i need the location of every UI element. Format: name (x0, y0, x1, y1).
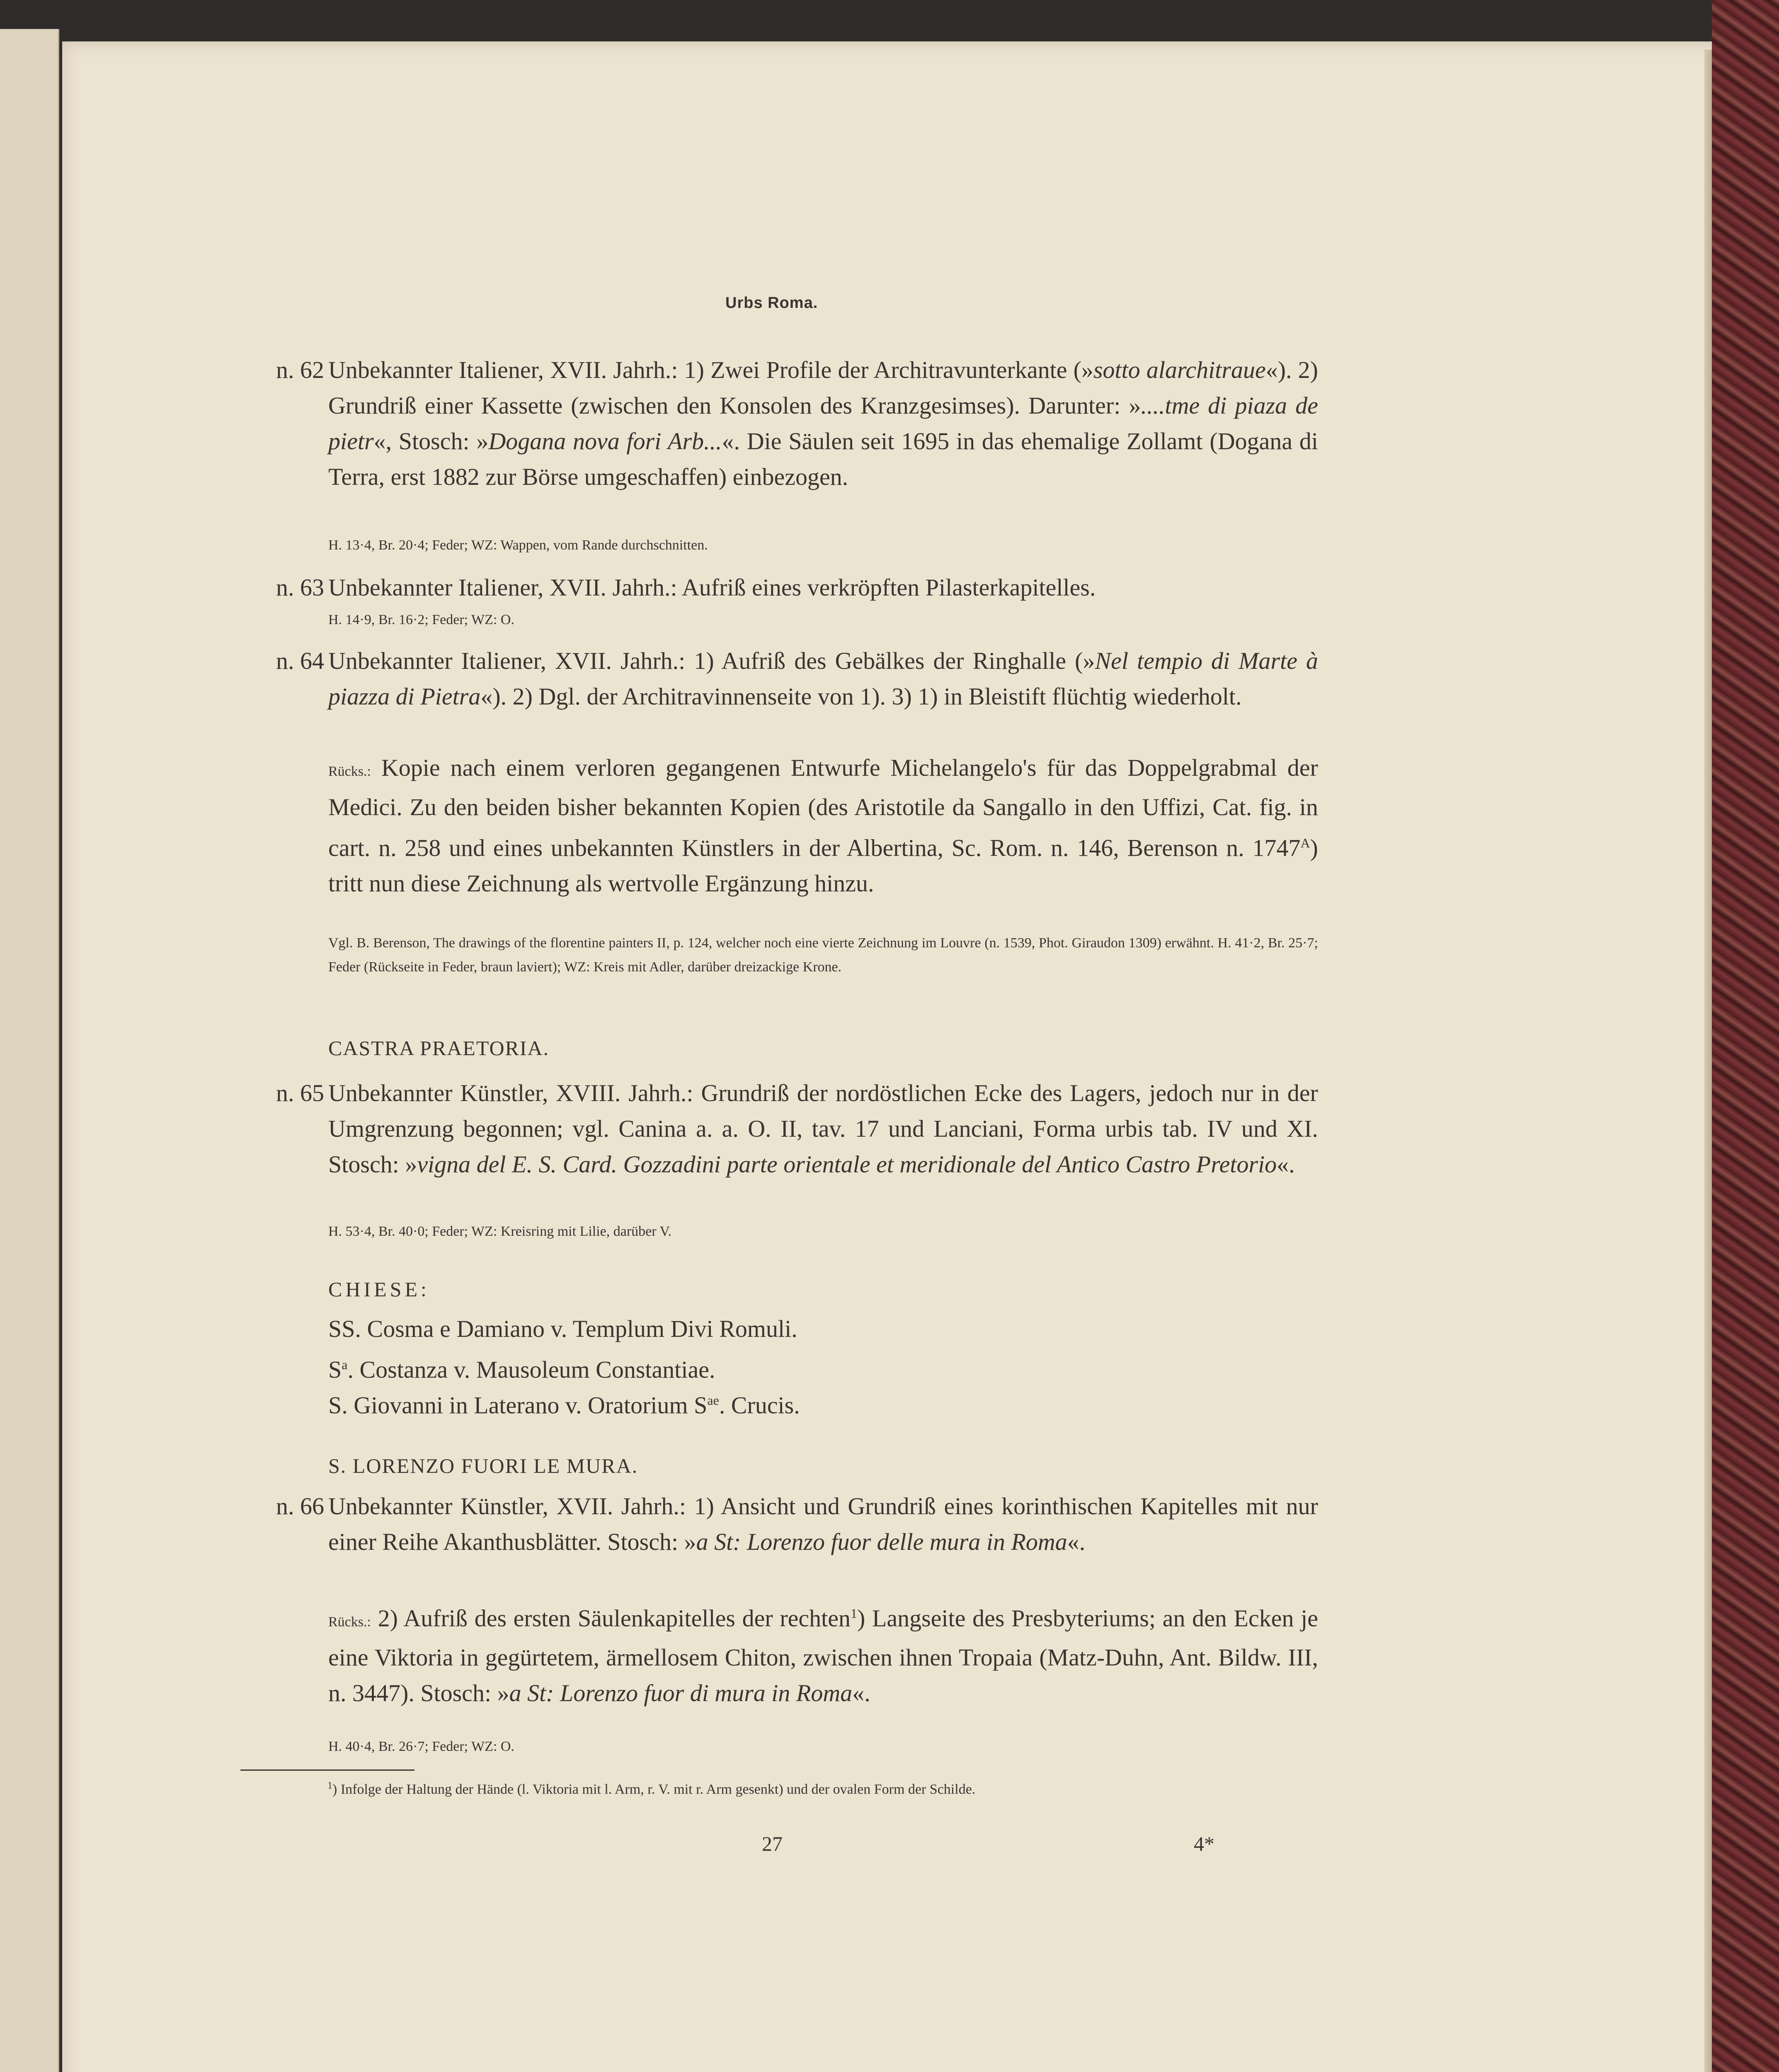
section-heading: CASTRA PRAETORIA. (328, 1036, 550, 1060)
entry-verso: Rücks.: 2) Aufriß des ersten Säulenkapitelles der rechten$^1$) Langseite des Presbyteriums; an den Ecken je eine Viktoria in gegürtetem, ärmellosem Chiton, zwischen ihnen Tropaia (Matz-Duhn, Ant. Bildw. III, n. 3447). Stosch: »a St: Lorenzo fuor di mura in Roma«. (328, 1605, 1318, 1707)
entry-text: Unbekannter Italiener, XVII. Jahrh.: Aufriß eines verkröpften Pilasterkapitelles. (328, 574, 1096, 601)
entry-text: Unbekannter Italiener, XVII. Jahrh.: 1) Zwei Profile der Architravunterkante (»sotto alarchitraue«). 2) Grundriß einer Kassette (zwischen den Konsolen des Kranzgesimses). Darunter: »....tme di piaza de pietr«, Stosch: »Dogana nova fori Arb...«. Die Säulen seit 1695 in das ehemalige Zollamt (Dogana di Terra, erst 1882 zur Börse umgeschaffen) einbezogen. (328, 356, 1318, 490)
entry-text: Unbekannter Künstler, XVII. Jahrh.: 1) Ansicht und Grundriß eines korinthischen Kapitelles mit nur einer Reihe Akanthusblätter. Stosch: »a St: Lorenzo fuor delle mura in Roma«. (328, 1493, 1318, 1555)
book-page (62, 41, 1720, 2072)
entry-meta: Vgl. B. Berenson, The drawings of the florentine painters II, p. 124, welcher noch eine vierte Zeichnung im Louvre (n. 1539, Phot. Giraudon 1309) erwähnt. H. 41·2, Br. 25·7; Feder (Rückseite in Feder, braun laviert); WZ: Kreis mit Adler, darüber dreizackige Krone. (328, 935, 1318, 975)
section-heading: S. LORENZO FUORI LE MURA. (328, 1454, 638, 1477)
page-number: 27 (762, 1832, 783, 1855)
entry-meta: H. 53·4, Br. 40·0; Feder; WZ: Kreisring mit Lilie, darüber V. (328, 1224, 672, 1239)
cross-reference: SS. Cosma e Damiano v. Templum Divi Romuli. (328, 1315, 797, 1342)
footnote: $^1$) Infolge der Haltung der Hände (l. Viktoria mit l. Arm, r. V. mit r. Arm gesenkt) und der ovalen Form der Schilde. (327, 1780, 976, 1797)
entry-number: n. 64 (276, 647, 324, 674)
verso-label: Rücks.: (328, 1614, 371, 1630)
entry-meta: H. 13·4, Br. 20·4; Feder; WZ: Wappen, vom Rande durchschnitten. (328, 537, 708, 553)
entry-number: n. 65 (276, 1080, 324, 1106)
verso-label: Rücks.: (328, 764, 371, 779)
entry-meta: H. 14·9, Br. 16·2; Feder; WZ: O. (328, 612, 514, 627)
entry-meta: H. 40·4, Br. 26·7; Feder; WZ: O. (328, 1739, 514, 1754)
running-head: Urbs Roma. (725, 294, 818, 312)
marbled-binding (1712, 0, 1779, 2072)
cross-reference: S. Giovanni in Laterano v. Oratorium $S^{ae}$. Crucis. (328, 1392, 800, 1419)
cross-reference: $S^a$. Costanza v. Mausoleum Constantiae. (328, 1356, 715, 1383)
entry-number: n. 63 (276, 574, 324, 601)
entry-text: Unbekannter Italiener, XVII. Jahrh.: 1) Aufriß des Gebälkes der Ringhalle (»Nel tempio di Marte à piazza di Pietra«). 2) Dgl. der Architravinnenseite von 1). 3) 1) in Bleistift flüchtig wiederholt. (328, 647, 1318, 710)
section-heading: CHIESE: (328, 1278, 430, 1301)
entry-number: n. 66 (276, 1493, 324, 1520)
entry-text: Unbekannter Künstler, XVIII. Jahrh.: Grundriß der nordöstlichen Ecke des Lagers, jedoch nur in der Umgrenzung begonnen; vgl. Canina a. a. O. II, tav. 17 und Lanciani, Forma urbis tab. IV und XI. Stosch: »vigna del E. S. Card. Gozzadini parte orientale et meridionale del Antico Castro Pretorio«. (328, 1080, 1318, 1178)
entry-number: n. 62 (276, 356, 324, 383)
left-page-edge (0, 29, 59, 2072)
footnote-rule (240, 1769, 414, 1771)
signature-mark: 4* (1194, 1832, 1214, 1855)
entry-verso: Rücks.: Kopie nach einem verloren gegangenen Entwurfe Michelangelo's für das Doppelgrabmal der Medici. Zu den beiden bisher bekannten Kopien (des Aristotile da Sangallo in den Uffizi, Cat. fig. in cart. n. 258 und eines unbekannten Künstlers in der Albertina, Sc. Rom. n. 146, Berenson n. $1747^A$) tritt nun diese Zeichnung als wertvolle Ergänzung hinzu. (328, 754, 1318, 897)
